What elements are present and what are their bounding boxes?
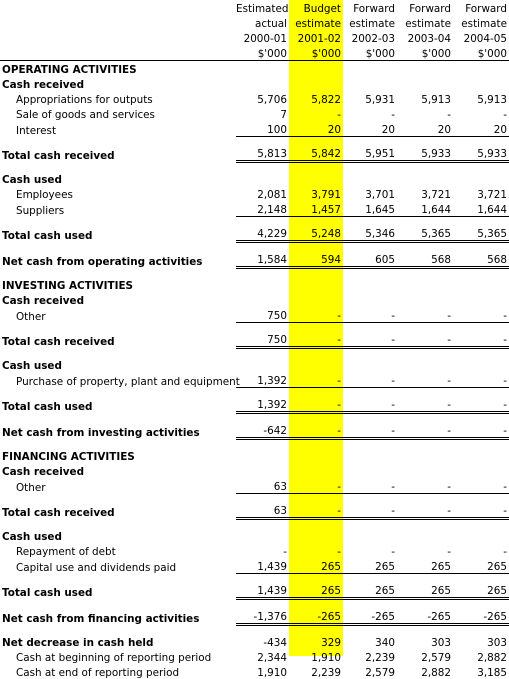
cell-value: - [453,413,509,439]
row-label: Employees [0,186,236,201]
col-header-line2: estimate [343,15,397,30]
empty-cell [453,463,509,478]
col-header-year: 2000-01 [236,30,289,45]
empty-cell [397,348,453,373]
col-header-unit: $'000 [236,45,289,61]
cell-value: - [453,307,509,323]
empty-cell [453,519,509,544]
table-header [0,0,509,61]
empty-cell [453,61,509,77]
empty-cell [343,348,397,373]
table-row [0,201,509,217]
cell-value: - [289,323,343,348]
cell-value: 1,439 [236,558,289,574]
total-row [0,413,509,439]
subheading-row [0,348,509,373]
cell-value: 265 [343,574,397,599]
section-heading-row [0,268,509,293]
cell-value: 20 [397,121,453,137]
cell-value: 7 [236,106,289,121]
empty-cell [453,292,509,307]
row-label: Total cash used [0,388,236,413]
row-label: Sale of goods and services [0,106,236,121]
cell-value: - [397,106,453,121]
empty-cell [236,268,289,293]
cell-value: - [397,478,453,494]
cell-value: 5,706 [236,91,289,106]
cell-value: 5,913 [397,91,453,106]
cell-value: 5,842 [289,137,343,162]
section-heading-row [0,439,509,464]
cell-value: 1,457 [289,201,343,217]
cell-value: - [343,323,397,348]
empty-cell [397,76,453,91]
cell-value: - [343,494,397,519]
cell-value: 605 [343,242,397,268]
table-row [0,558,509,574]
cell-value: - [397,323,453,348]
cell-value: - [453,543,509,558]
total-row [0,217,509,242]
empty-cell [343,162,397,187]
empty-cell [397,463,453,478]
row-label: Total cash received [0,494,236,519]
col-header-unit: $'000 [343,45,397,61]
total-row [0,625,509,650]
cell-value: - [397,372,453,388]
table-row [0,106,509,121]
cell-value: 2,579 [343,664,397,679]
empty-cell [453,439,509,464]
cell-value: 303 [453,625,509,650]
empty-cell [289,439,343,464]
col-header-line1: Budget [289,0,343,15]
empty-cell [397,439,453,464]
table-row [0,121,509,137]
row-label: Repayment of debt [0,543,236,558]
cell-value: - [343,106,397,121]
table-row [0,478,509,494]
empty-cell [397,519,453,544]
cell-value: 2,239 [343,649,397,664]
empty-cell [343,439,397,464]
col-header-year: 2001-02 [289,30,343,45]
cell-value: 1,910 [236,664,289,679]
row-label: FINANCING ACTIVITIES [0,439,236,464]
cell-value: 2,239 [289,664,343,679]
col-header-line1: Forward [343,0,397,15]
cell-value: 594 [289,242,343,268]
row-label: Cash received [0,292,236,307]
empty-cell [397,162,453,187]
cell-value: 329 [289,625,343,650]
cell-value: 5,931 [343,91,397,106]
cell-value: - [397,388,453,413]
table-row [0,649,509,664]
col-header-unit: $'000 [397,45,453,61]
cell-value: - [343,388,397,413]
total-row [0,494,509,519]
cell-value: 5,951 [343,137,397,162]
cell-value: 5,248 [289,217,343,242]
total-row [0,323,509,348]
empty-cell [289,162,343,187]
empty-cell [236,292,289,307]
col-header-year: 2002-03 [343,30,397,45]
total-row [0,599,509,625]
total-row [0,388,509,413]
cell-value: 1,644 [397,201,453,217]
cell-value: - [289,307,343,323]
cell-value: -265 [397,599,453,625]
cell-value: 1,392 [236,372,289,388]
cell-value: 3,791 [289,186,343,201]
empty-cell [236,76,289,91]
empty-cell [236,348,289,373]
cell-value: 100 [236,121,289,137]
empty-cell [236,519,289,544]
row-label: Cash used [0,162,236,187]
col-header-unit: $'000 [289,45,343,61]
empty-cell [397,292,453,307]
row-label: Appropriations for outputs [0,91,236,106]
cell-value: 568 [453,242,509,268]
subheading-row [0,519,509,544]
empty-cell [453,268,509,293]
empty-cell [453,348,509,373]
cell-value: - [343,478,397,494]
cell-value: 750 [236,323,289,348]
table-row [0,307,509,323]
row-label: Net cash from financing activities [0,599,236,625]
empty-cell [289,61,343,77]
cell-value: -1,376 [236,599,289,625]
cell-value: 5,813 [236,137,289,162]
cell-value: 2,148 [236,201,289,217]
cell-value: 20 [289,121,343,137]
cell-value: 1,644 [453,201,509,217]
empty-cell [343,519,397,544]
cell-value: - [453,494,509,519]
cell-value: - [343,307,397,323]
table-row [0,372,509,388]
row-label: Total cash used [0,217,236,242]
cell-value: -642 [236,413,289,439]
cell-value: - [236,543,289,558]
cell-value: 265 [289,558,343,574]
cell-value: - [453,478,509,494]
cell-value: 2,579 [397,649,453,664]
cell-value: 5,913 [453,91,509,106]
cell-value: - [289,372,343,388]
row-label: Other [0,307,236,323]
cell-value: 1,584 [236,242,289,268]
cell-value: - [343,372,397,388]
empty-cell [289,292,343,307]
empty-cell [453,76,509,91]
empty-cell [343,268,397,293]
total-row [0,137,509,162]
cell-value: 265 [453,574,509,599]
cell-value: 63 [236,494,289,519]
row-label: Cash received [0,463,236,478]
total-row [0,574,509,599]
col-header-year: 2004-05 [453,30,509,45]
row-label: Net decrease in cash held [0,625,236,650]
table-row [0,664,509,679]
col-header-year: 2003-04 [397,30,453,45]
total-row [0,242,509,268]
cell-value: 3,701 [343,186,397,201]
row-label: Total cash used [0,574,236,599]
cell-value: 5,346 [343,217,397,242]
col-header-line1: Forward [453,0,509,15]
cell-value: 2,882 [453,649,509,664]
cell-value: - [289,543,343,558]
empty-cell [343,76,397,91]
cell-value: 5,822 [289,91,343,106]
cell-value: -434 [236,625,289,650]
cell-value: 568 [397,242,453,268]
empty-cell [236,61,289,77]
cell-value: 20 [343,121,397,137]
cell-value: - [453,388,509,413]
cell-value: - [343,413,397,439]
cell-value: - [397,543,453,558]
cell-value: 303 [397,625,453,650]
table-row [0,186,509,201]
cell-value: 20 [453,121,509,137]
cell-value: - [453,106,509,121]
cell-value: - [289,388,343,413]
cell-value: 3,185 [453,664,509,679]
cell-value: - [453,323,509,348]
cell-value: 1,910 [289,649,343,664]
empty-cell [397,61,453,77]
row-label: Cash at end of reporting period [0,664,236,679]
cell-value: 1,439 [236,574,289,599]
empty-cell [289,76,343,91]
cell-value: 3,721 [397,186,453,201]
row-label: Suppliers [0,201,236,217]
cell-value: -265 [453,599,509,625]
empty-cell [397,268,453,293]
cell-value: 5,365 [453,217,509,242]
empty-cell [343,61,397,77]
row-label: Cash received [0,76,236,91]
empty-cell [236,439,289,464]
col-header-unit: $'000 [453,45,509,61]
row-label: Total cash received [0,137,236,162]
cell-value: 5,933 [397,137,453,162]
col-header-line2: estimate [453,15,509,30]
empty-cell [289,519,343,544]
cell-value: - [397,307,453,323]
cell-value: 340 [343,625,397,650]
empty-cell [289,268,343,293]
cell-value: 4,229 [236,217,289,242]
cell-value: 3,721 [453,186,509,201]
subheading-row [0,162,509,187]
row-label: Interest [0,121,236,137]
cell-value: - [397,413,453,439]
cell-value: - [289,413,343,439]
cell-value: - [289,494,343,519]
table-row [0,543,509,558]
row-label: Net cash from investing activities [0,413,236,439]
cell-value: 265 [289,574,343,599]
cell-value: 2,081 [236,186,289,201]
cell-value: - [343,543,397,558]
subheading-row [0,463,509,478]
cell-value: 265 [397,558,453,574]
cell-value: 5,933 [453,137,509,162]
cell-value: -265 [343,599,397,625]
row-label: Cash used [0,348,236,373]
row-label: INVESTING ACTIVITIES [0,268,236,293]
col-header-line1: Estimated [236,0,289,15]
row-label: Total cash received [0,323,236,348]
empty-cell [236,463,289,478]
row-label: OPERATING ACTIVITIES [0,61,236,77]
row-label: Purchase of property, plant and equipment [0,372,236,388]
table-row [0,91,509,106]
table-body [0,61,509,679]
cell-value: 265 [453,558,509,574]
section-heading-row [0,61,509,77]
empty-cell [453,162,509,187]
empty-cell [289,463,343,478]
col-header-line2: estimate [397,15,453,30]
cell-value: 1,645 [343,201,397,217]
cell-value: 265 [343,558,397,574]
cell-value: 2,344 [236,649,289,664]
cell-value: 5,365 [397,217,453,242]
subheading-row [0,76,509,91]
cell-value: 1,392 [236,388,289,413]
row-label: Net cash from operating activities [0,242,236,268]
cell-value: 63 [236,478,289,494]
cell-value: -265 [289,599,343,625]
empty-cell [289,348,343,373]
row-label: Cash used [0,519,236,544]
empty-cell [236,162,289,187]
col-header-line1: Forward [397,0,453,15]
cell-value: - [289,106,343,121]
col-header-line2: estimate [289,15,343,30]
cell-value: - [397,494,453,519]
empty-cell [343,292,397,307]
cell-value: 265 [397,574,453,599]
cell-value: 2,882 [397,664,453,679]
col-header-line2: actual [236,15,289,30]
row-label: Capital use and dividends paid [0,558,236,574]
cell-value: - [453,372,509,388]
cell-value: - [289,478,343,494]
row-label: Other [0,478,236,494]
subheading-row [0,292,509,307]
cell-value: 750 [236,307,289,323]
row-label: Cash at beginning of reporting period [0,649,236,664]
empty-cell [343,463,397,478]
